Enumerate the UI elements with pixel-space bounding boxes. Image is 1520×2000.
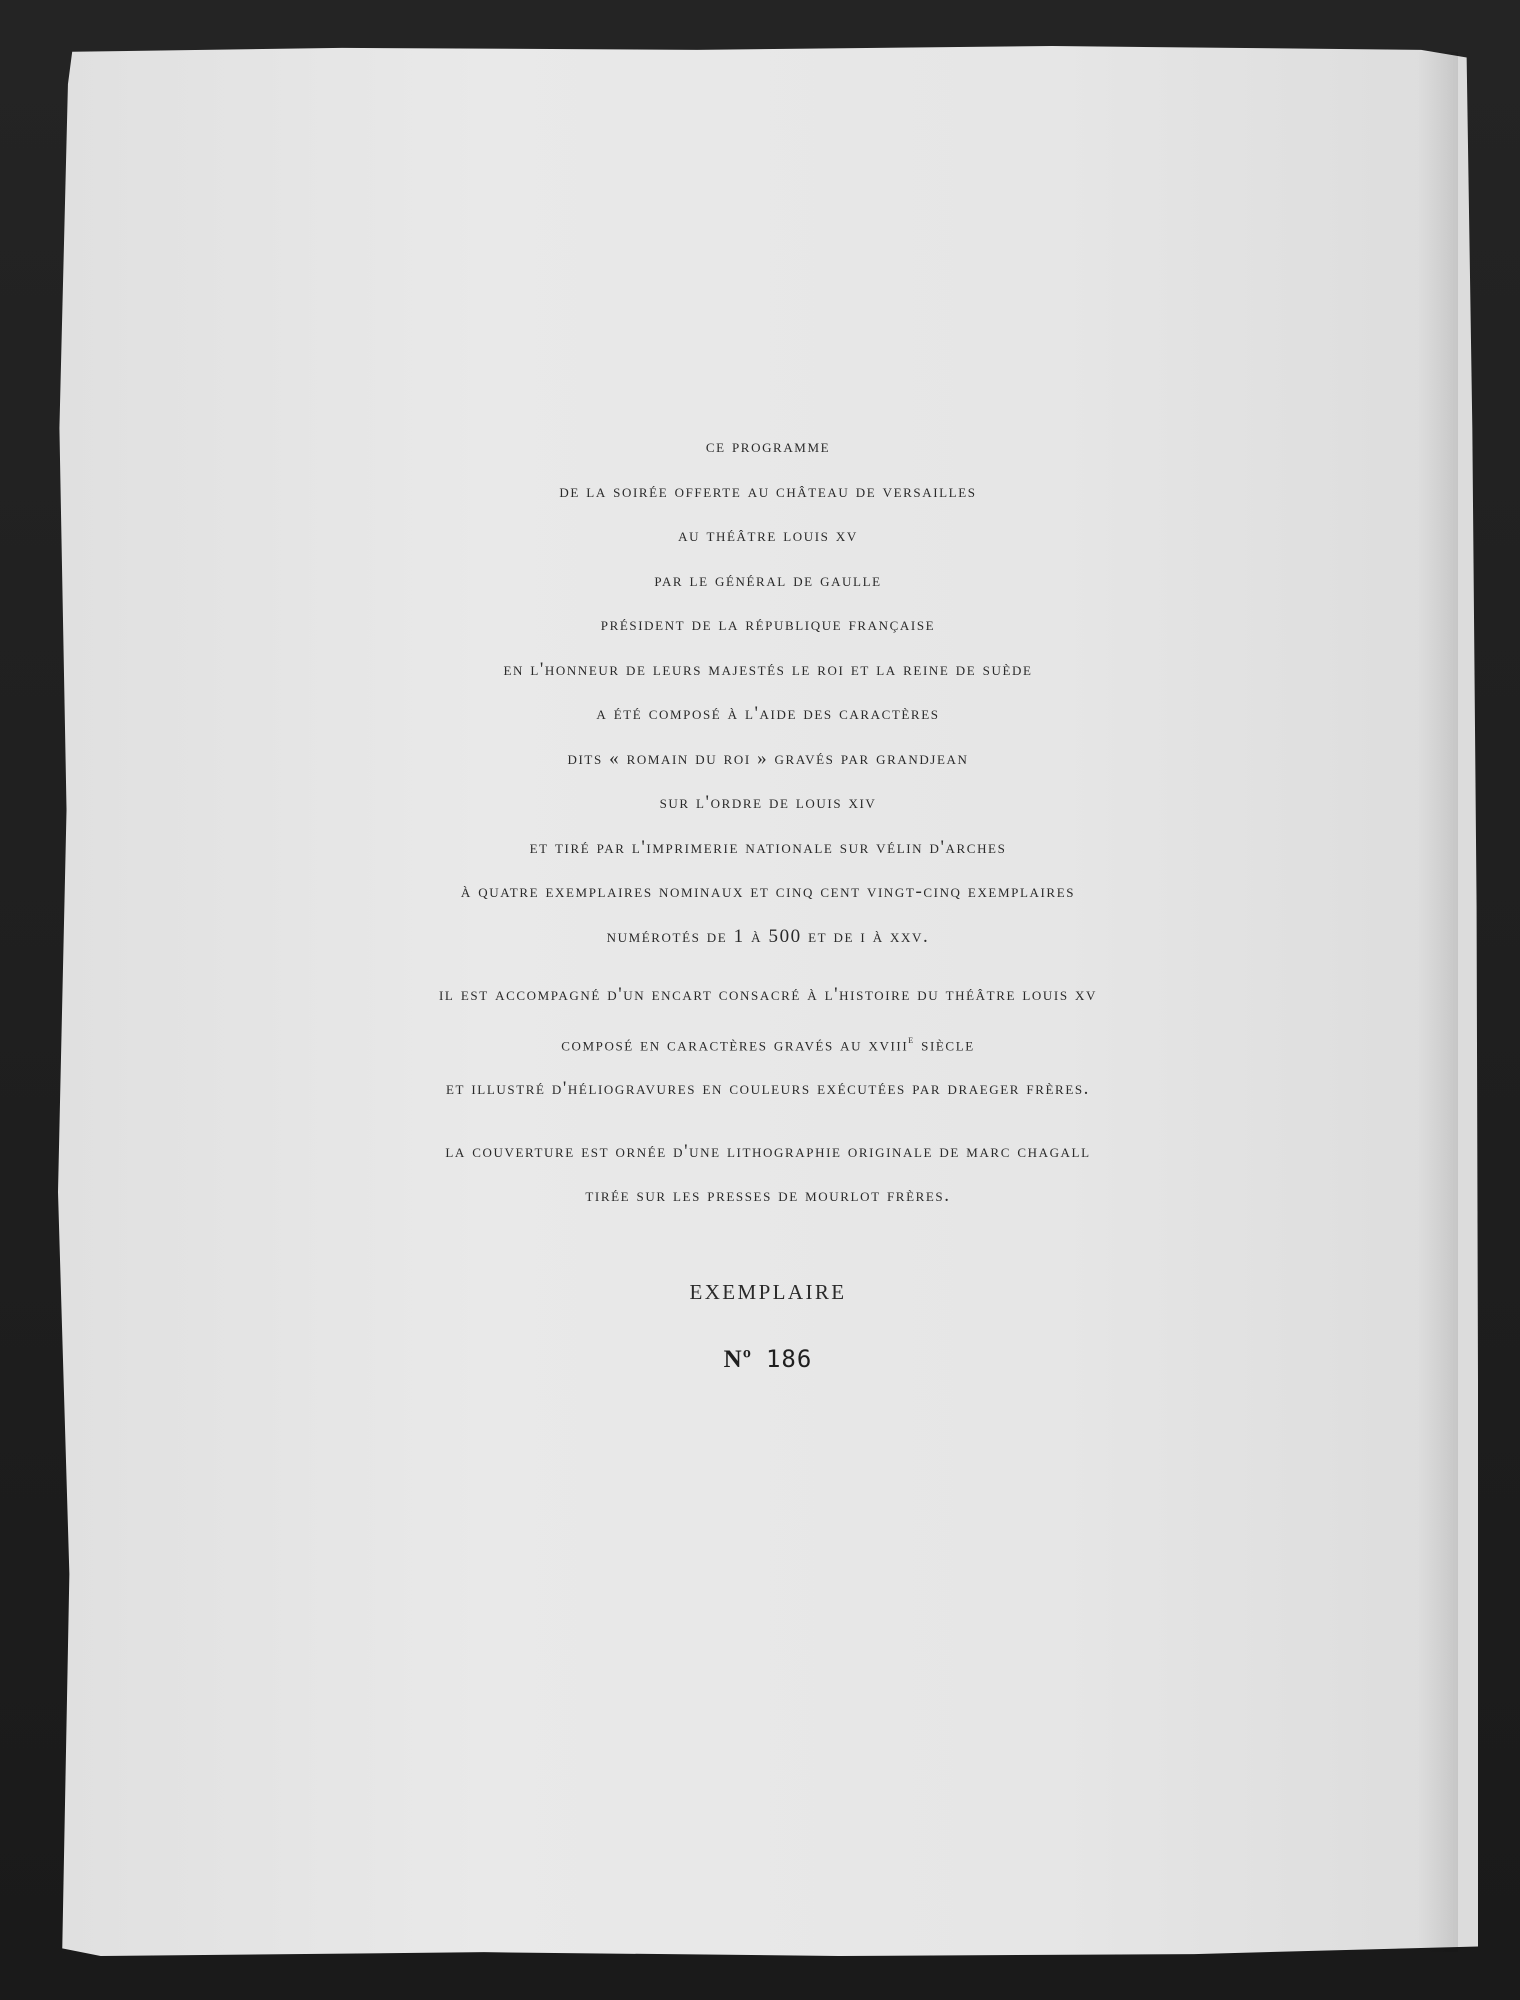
colophon-line: de la soirée offerte au château de versailles xyxy=(559,480,977,502)
colophon-line: président de la république française xyxy=(600,614,936,635)
exemplaire-number: 186 xyxy=(765,1345,813,1373)
exemplaire-number-line xyxy=(58,1345,1478,1374)
colophon-line: tirée sur les presses de mourlot frères. xyxy=(585,1185,951,1207)
colophon-line: ce programme xyxy=(705,436,831,457)
colophon-line: et illustré d'héliogravures en couleurs exécutées par draeger frères. xyxy=(445,1078,1091,1100)
colophon-line: la couverture est ornée d'une lithographie originale de marc chagall xyxy=(445,1140,1091,1162)
exemplaire-label: EXEMPLAIRE xyxy=(689,1280,847,1304)
colophon-line: au théâtre louis xv xyxy=(678,525,858,546)
colophon-line xyxy=(58,1018,1478,1068)
colophon-line: il est accompagné d'un encart consacré à l'histoire du théâtre louis xv xyxy=(439,984,1097,1005)
colophon-line: a été composé à l'aide des caractères xyxy=(596,703,940,724)
colophon-line: en l'honneur de leurs majestés le roi et la reine de suède xyxy=(503,658,1033,680)
colophon-line-tail: siècle xyxy=(914,1033,975,1055)
colophon-line: par le général de gaulle xyxy=(654,569,882,591)
colophon-line: à quatre exemplaires nominaux et cinq cent vingt-cinq exemplaires xyxy=(460,881,1076,902)
colophon-line-head: composé en caractères gravés au xviii xyxy=(561,1033,909,1055)
colophon-line: dits « romain du roi » gravés par grandjean xyxy=(567,747,969,769)
century-superscript: e xyxy=(908,1033,915,1046)
colophon-line: numérotés de 1 à 500 et de i à xxv. xyxy=(606,925,930,947)
paragraph-gap xyxy=(58,959,1478,973)
colophon-text xyxy=(58,425,1478,1219)
colophon-line: sur l'ordre de louis xiv xyxy=(659,792,877,813)
number-prefix: Nº xyxy=(723,1346,752,1373)
colophon-line: et tiré par l'imprimerie nationale sur vélin d'arches xyxy=(529,836,1007,858)
paragraph-gap xyxy=(58,1112,1478,1130)
